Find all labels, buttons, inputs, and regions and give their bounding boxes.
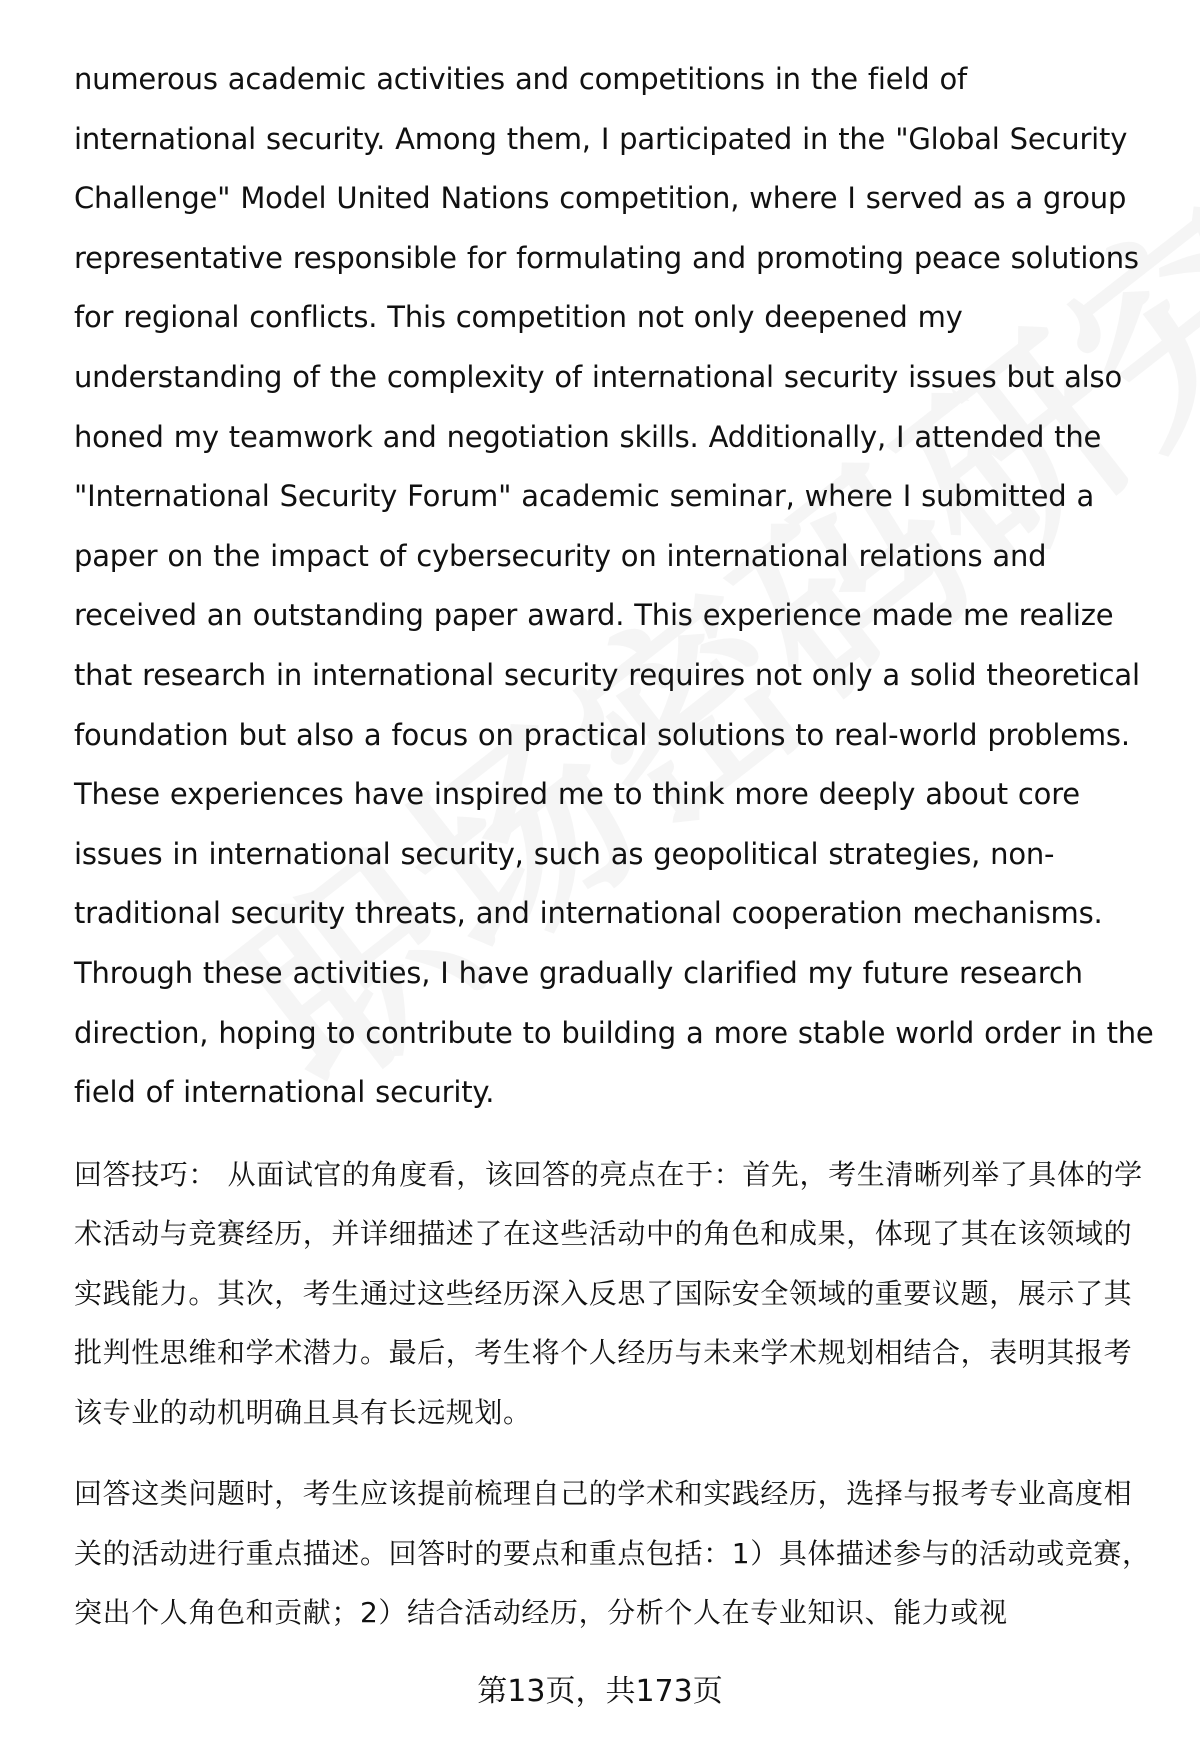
document-page (74, 50, 1154, 1643)
english-paragraph: numerous academic activities and competitions in the field of international security. Among them, I participated in the "Global Security Challenge" Model United Nations competition, where I served as a group representative responsible for formulating and promoting peace solutions for regional conflicts. This competition not only deepened my understanding of the complexity of international security issues but also honed my teamwork and negotiation skills. Additionally, I attended the "International Security Forum" academic seminar, where I submitted a paper on the impact of cybersecurity on international relations and received an outstanding paper award. This experience made me realize that research in international security requires not only a solid theoretical foundation but also a focus on practical solutions to real-world problems. These experiences have inspired me to think more deeply about core issues in international security, such as geopolitical strategies, non-traditional security threats, and international cooperation mechanisms. Through these activities, I have gradually clarified my future research direction, hoping to contribute to building a more stable world order in the field of international security. (74, 62, 1154, 1110)
answer-advice-paragraph: 回答这类问题时，考生应该提前梳理自己的学术和实践经历，选择与报考专业高度相关的活动进行重点描述。回答时的要点和重点包括：1）具体描述参与的活动或竞赛，突出个人角色和贡献；2）结合活动经历，分析个人在专业知识、能力或视 (74, 1477, 1151, 1630)
page-footer: 第13页，共173页 (477, 1674, 723, 1709)
answer-tips-paragraph: 回答技巧： 从面试官的角度看，该回答的亮点在于：首先，考生清晰列举了具体的学术活动与竞赛经历，并详细描述了在这些活动中的角色和成果，体现了其在该领域的实践能力。其次，考生通过这些经历深入反思了国际安全领域的重要议题，展示了其批判性思维和学术潜力。最后，考生将个人经历与未来学术规划相结合，表明其报考该专业的动机明确且具有长远规划。 (74, 1157, 1143, 1429)
